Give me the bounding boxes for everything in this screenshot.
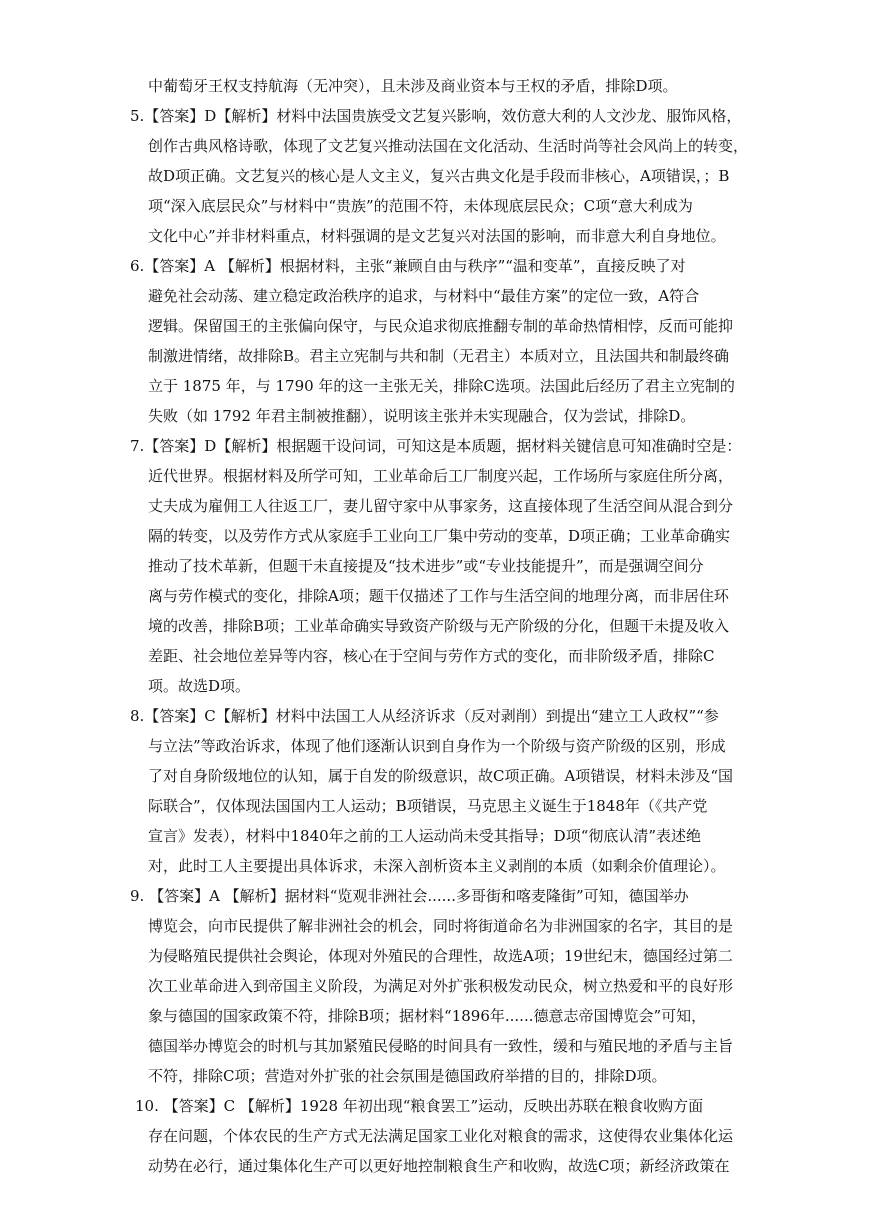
- text-line: 对，此时工人主要提出具体诉求，未深入剖析资本主义剥削的本质（如剩余价值理论）。: [148, 857, 726, 875]
- text-line: 避免社会动荡、建立稳定政治秩序的追求，与材料中“最佳方案”的定位一致，A符合: [148, 287, 700, 305]
- text-line: 了对自身阶级地位的认知，属于自发的阶级意识，故C项正确。A项错误，材料未涉及“国: [148, 767, 733, 785]
- text-line: 制激进情绪，故排除B。君主立宪制与共和制（无君主）本质对立，且法国共和制最终确: [148, 347, 730, 365]
- answer-line: 5.【答案】D【解析】材料中法国贵族受文艺复兴影响，效仿意大利的人文沙龙、服饰风格，: [130, 107, 742, 125]
- text-line: 文化中心”并非材料重点，材料强调的是文艺复兴对法国的影响，而非意大利自身地位。: [148, 227, 726, 245]
- text-line: 与立法”等政治诉求，体现了他们逐渐认识到自身作为一个阶级与资产阶级的区别，形成: [148, 737, 726, 755]
- text-line: 创作古典风格诗歌，体现了文艺复兴推动法国在文化活动、生活时尚等社会风尚上的转变，: [148, 137, 749, 155]
- text-line: 象与德国的国家政策不符，排除B项；据材料“1896年......德意志帝国博览会”可知，: [148, 1007, 707, 1025]
- text-line: 存在问题，个体农民的生产方式无法满足国家工业化对粮食的需求，这使得农业集体化运: [148, 1127, 734, 1145]
- text-line: 立于 1875 年，与 1790 年的这一主张无关，排除C选项。法国此后经历了君主立宪制的: [148, 377, 735, 395]
- text-line: 故D项正确。文艺复兴的核心是人文主义，复兴古典文化是手段而非核心，A项错误，；B: [148, 167, 730, 185]
- answer-line: 9. 【答案】A 【解析】据材料“览观非洲社会......多哥街和喀麦隆街”可知，德国举办: [130, 887, 689, 905]
- text-line: 博览会，向市民提供了解非洲社会的机会，同时将街道命名为非洲国家的名字，其目的是: [148, 917, 734, 935]
- text-line: 逻辑。保留国王的主张偏向保守，与民众追求彻底推翻专制的革命热情相悖，反而可能抑: [148, 317, 734, 335]
- text-line: 际联合”，仅体现法国国内工人运动；B项错误，马克思主义诞生于1848年（《共产党: [148, 797, 708, 815]
- text-line: 不符，排除C项；营造对外扩张的社会氛围是德国政府举措的目的，排除D项。: [148, 1067, 667, 1085]
- text-line: 动势在必行，通过集体化生产可以更好地控制粮食生产和收购，故选C项；新经济政策在: [148, 1157, 730, 1175]
- answer-line: 10. 【答案】C 【解析】1928 年初出现“粮食罢工”运动，反映出苏联在粮食收购方面: [135, 1097, 704, 1115]
- text-line: 中葡萄牙王权支持航海（无冲突），且未涉及商业资本与王权的矛盾，排除D项。: [148, 77, 678, 95]
- text-line: 隔的转变，以及劳作方式从家庭手工业向工厂集中劳动的变革，D项正确；工业革命确实: [148, 527, 731, 545]
- text-line: 项“深入底层民众”与材料中“贵族”的范围不符，未体现底层民众；C项“意大利成为: [148, 197, 693, 215]
- text-line: 次工业革命进入到帝国主义阶段，为满足对外扩张积极发动民众，树立热爱和平的良好形: [148, 977, 734, 995]
- text-line: 德国举办博览会的时机与其加紧殖民侵略的时间具有一致性，缓和与殖民地的矛盾与主旨: [148, 1037, 734, 1055]
- answer-line: 7.【答案】D【解析】根据题干设问词，可知这是本质题，据材料关键信息可知准确时空是：: [130, 437, 742, 455]
- answer-line: 6.【答案】A 【解析】根据材料，主张“兼顾自由与秩序”“温和变革”，直接反映了对: [130, 257, 686, 275]
- answer-line: 8.【答案】C【解析】材料中法国工人从经济诉求（反对剥削）到提出“建立工人政权”“参: [130, 707, 719, 725]
- text-line: 项。故选D项。: [148, 677, 251, 695]
- text-line: 失败（如 1792 年君主制被推翻），说明该主张并未实现融合，仅为尝试，排除D。: [148, 407, 696, 425]
- text-line: 差距、社会地位差异等内容，核心在于空间与劳作方式的变化，而非阶级矛盾，排除C: [148, 647, 715, 665]
- text-line: 境的改善，排除B项；工业革命确实导致资产阶级与无产阶级的分化，但题干未提及收入: [148, 617, 730, 635]
- text-line: 宣言》发表），材料中1840年之前的工人运动尚未受其指导；D项“彻底认清”表述绝: [148, 827, 702, 845]
- text-line: 推动了技术革新，但题干未直接提及“技术进步”或“专业技能提升”，而是强调空间分: [148, 557, 704, 575]
- text-line: 离与劳作模式的变化，排除A项；题干仅描述了工作与生活空间的地理分离，而非居住环: [148, 587, 729, 605]
- text-line: 丈夫成为雇佣工人往返工厂，妻儿留守家中从事家务，这直接体现了生活空间从混合到分: [148, 497, 734, 515]
- text-line: 为侵略殖民提供社会舆论，体现对外殖民的合理性，故选A项；19世纪末，德国经过第二: [148, 947, 733, 965]
- text-line: 近代世界。根据材料及所学可知，工业革命后工厂制度兴起，工作场所与家庭住所分离，: [148, 467, 734, 485]
